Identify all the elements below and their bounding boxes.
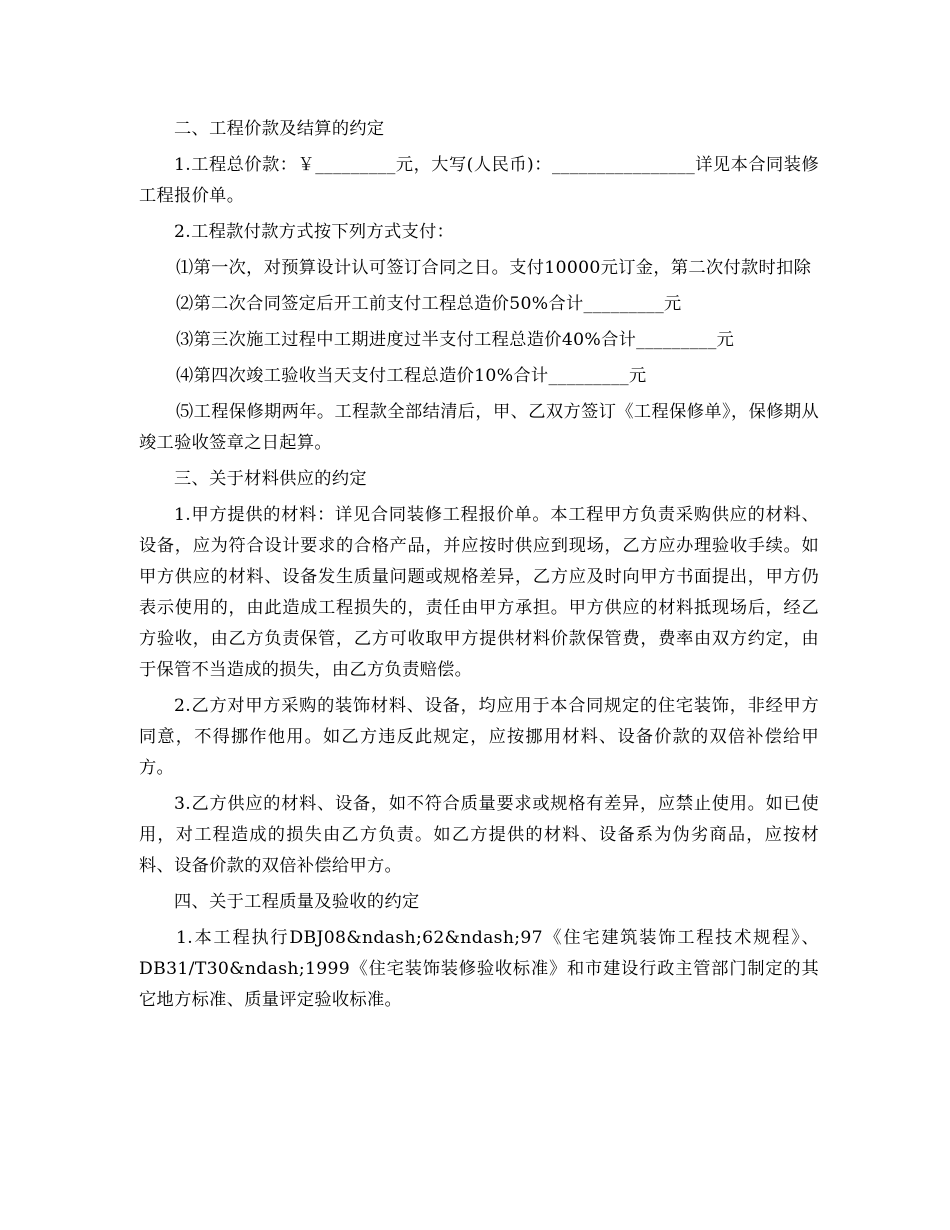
section-heading-materials: 三、关于材料供应的约定: [174, 469, 367, 489]
section-heading-price: 二、工程价款及结算的约定: [174, 119, 385, 139]
clause-materials-2: 2.乙方对甲方采购的装饰材料、设备，均应用于本合同规定的住宅装饰，非经甲方同意，不得挪作他用。如乙方违反此规定，应按挪用材料、设备价款的双倍补偿给甲方。: [139, 696, 819, 778]
clause-quality-1: 1.本工程执行DBJ08&ndash;62&ndash;97《住宅建筑装饰工程技术规程》、DB31/T30&ndash;1999《住宅装饰装修验收标准》和市建设行政主管部门制定的其它地方标准、质量评定验收标准。: [139, 928, 819, 1010]
payment-item-1: ⑴第一次，对预算设计认可签订合同之日。支付10000元订金，第二次付款时扣除: [176, 258, 812, 278]
clause-total-price: 1.工程总价款：￥_________元，大写(人民币)：________________详见本合同装修工程报价单。: [139, 155, 819, 206]
payment-item-3: ⑶第三次施工过程中工期进度过半支付工程总造价40%合计_________元: [176, 330, 735, 350]
payment-item-5: ⑸工程保修期两年。工程款全部结清后，甲、乙双方签订《工程保修单》，保修期从竣工验收签章之日起算。: [139, 402, 819, 453]
payment-item-2: ⑵第二次合同签定后开工前支付工程总造价50%合计_________元: [176, 294, 682, 314]
payment-item-4: ⑷第四次竣工验收当天支付工程总造价10%合计_________元: [176, 366, 647, 386]
clause-materials-1: 1.甲方提供的材料：详见合同装修工程报价单。本工程甲方负责采购供应的材料、设备，应为符合设计要求的合格产品，并应按时供应到现场，乙方应办理验收手续。如甲方供应的材料、设备发生质量问题或规格差异，乙方应及时向甲方书面提出，甲方仍表示使用的，由此造成工程损失的，责任由甲方承担。甲方供应的材料抵现场后，经乙方验收，由乙方负责保管，乙方可收取甲方提供材料价款保管费，费率由双方约定，由于保管不当造成的损失，由乙方负责赔偿。: [139, 505, 819, 680]
clause-materials-3: 3.乙方供应的材料、设备，如不符合质量要求或规格有差异，应禁止使用。如已使用，对工程造成的损失由乙方负责。如乙方提供的材料、设备系为伪劣商品，应按材料、设备价款的双倍补偿给甲方。: [139, 794, 819, 876]
document-body: [139, 114, 819, 1016]
section-heading-quality: 四、关于工程质量及验收的约定: [174, 892, 420, 912]
clause-payment-method: 2.工程款付款方式按下列方式支付：: [174, 222, 455, 242]
